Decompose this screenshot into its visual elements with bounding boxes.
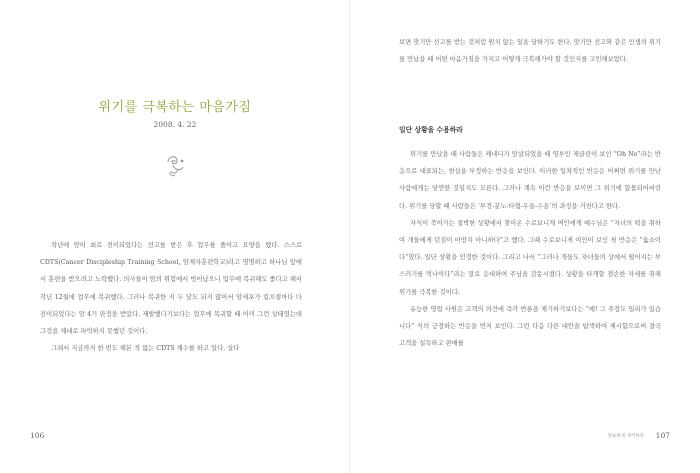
paragraph: 위기를 만났을 때 사람들은 케네디가 암살되었을 때 영부인 재클린이 보인 “Oh No”라는 반응으로 대표되는, 현실을 부정하는 반응을 보인다. 이러한 일차적인 반응은 어쩌면 위기를 만난 사람에게는 당연한 것일지도 모른다. 그러나 계속 이런 반응을 보이면 그 위기에 함몰되어버린다. 위기를 당할 때 사람들은 ‘부정-분노-타협-우울-수용’의 과정을 거친다고 한다. <box>399 151 661 210</box>
paragraph: 보면 맞기만 선고를 받는 것처럼 원치 않는 일을 당하기도 한다. 맞기만 선고와 같은 인생의 위기를 만났을 때 어떤 마음가짐을 가지고 어떻게 극복해가야 할 것인지를 고민해보았다. <box>399 39 661 64</box>
flourish-ornament-icon <box>160 150 190 180</box>
right-top-text <box>399 34 661 68</box>
left-body-text <box>40 237 302 357</box>
paragraph: 그래서 지금까지 한 번도 해본 적 없는 CDTS 재수를 하고 있다. 살다 <box>51 345 240 353</box>
chapter-date: 2008. 4. 22 <box>153 120 197 129</box>
right-body-text <box>399 146 661 352</box>
page-number-right: 107 <box>655 431 670 440</box>
chapter-title: 위기를 극복하는 마음가짐 <box>98 100 252 115</box>
section-heading: 일단 상황을 수용하라 <box>399 126 463 134</box>
paragraph: 작년에 암이 최로 전이되었다는 선고를 받은 후 업무를 줄이고 요양을 했다. 스스로 CDTS(Cancer Discipleship Training School, 암제자훈련학교)라고 명명하고 하나님 앞에서 훈련을 받으려고 노력했다. 의사들이 암의 위험에서 벗어났으니 업무에 복귀해도 좋다고 해서 작년 12월에 업무에 복귀했다. 그러나 복귀한 지 두 달도 되지 않아서 암세포가 림프절마다 다 전이되었다는 암 4기 판정을 받았다. 재발했다기보다는 업무에 복귀할 때 이미 그런 상태였는데 그것을 제대로 파악하지 못했던 것이다. <box>40 242 302 336</box>
paragraph: 자식이 죽어가는 절박한 상황에서 찾아온 수로보니게 여인에게 예수님은 “자녀의 떡을 취하여 개들에게 던짐이 마땅치 아니하다”고 했다. 그때 수로보니게 여인이 보인 첫 반응은 “옳소이다”였다. 일단 상황을 인정한 것이다. 그리고 나서 “그러나 개들도 자녀들의 상에서 떨어지는 부스러기를 먹나이다”라는 말로 응대하여 주님을 감동시켰다. 상황을 타개할 겸손한 자세를 취해 위기를 극복한 것이다. <box>399 219 661 296</box>
right-page <box>350 0 700 473</box>
paragraph: 유능한 영업 사원은 고객의 의견에 즉각 반론을 제기하기보다는 “예! 그 주장도 일리가 있습니다” 식의 긍정하는 반응을 먼저 보인다. 그런 다음 다른 대안을 탐색하여 제시함으로써 결국 고객을 설득하고 판매를 <box>399 305 661 348</box>
page-number-left: 106 <box>30 431 45 440</box>
running-header: 단순하게 생각하라 <box>607 434 644 439</box>
